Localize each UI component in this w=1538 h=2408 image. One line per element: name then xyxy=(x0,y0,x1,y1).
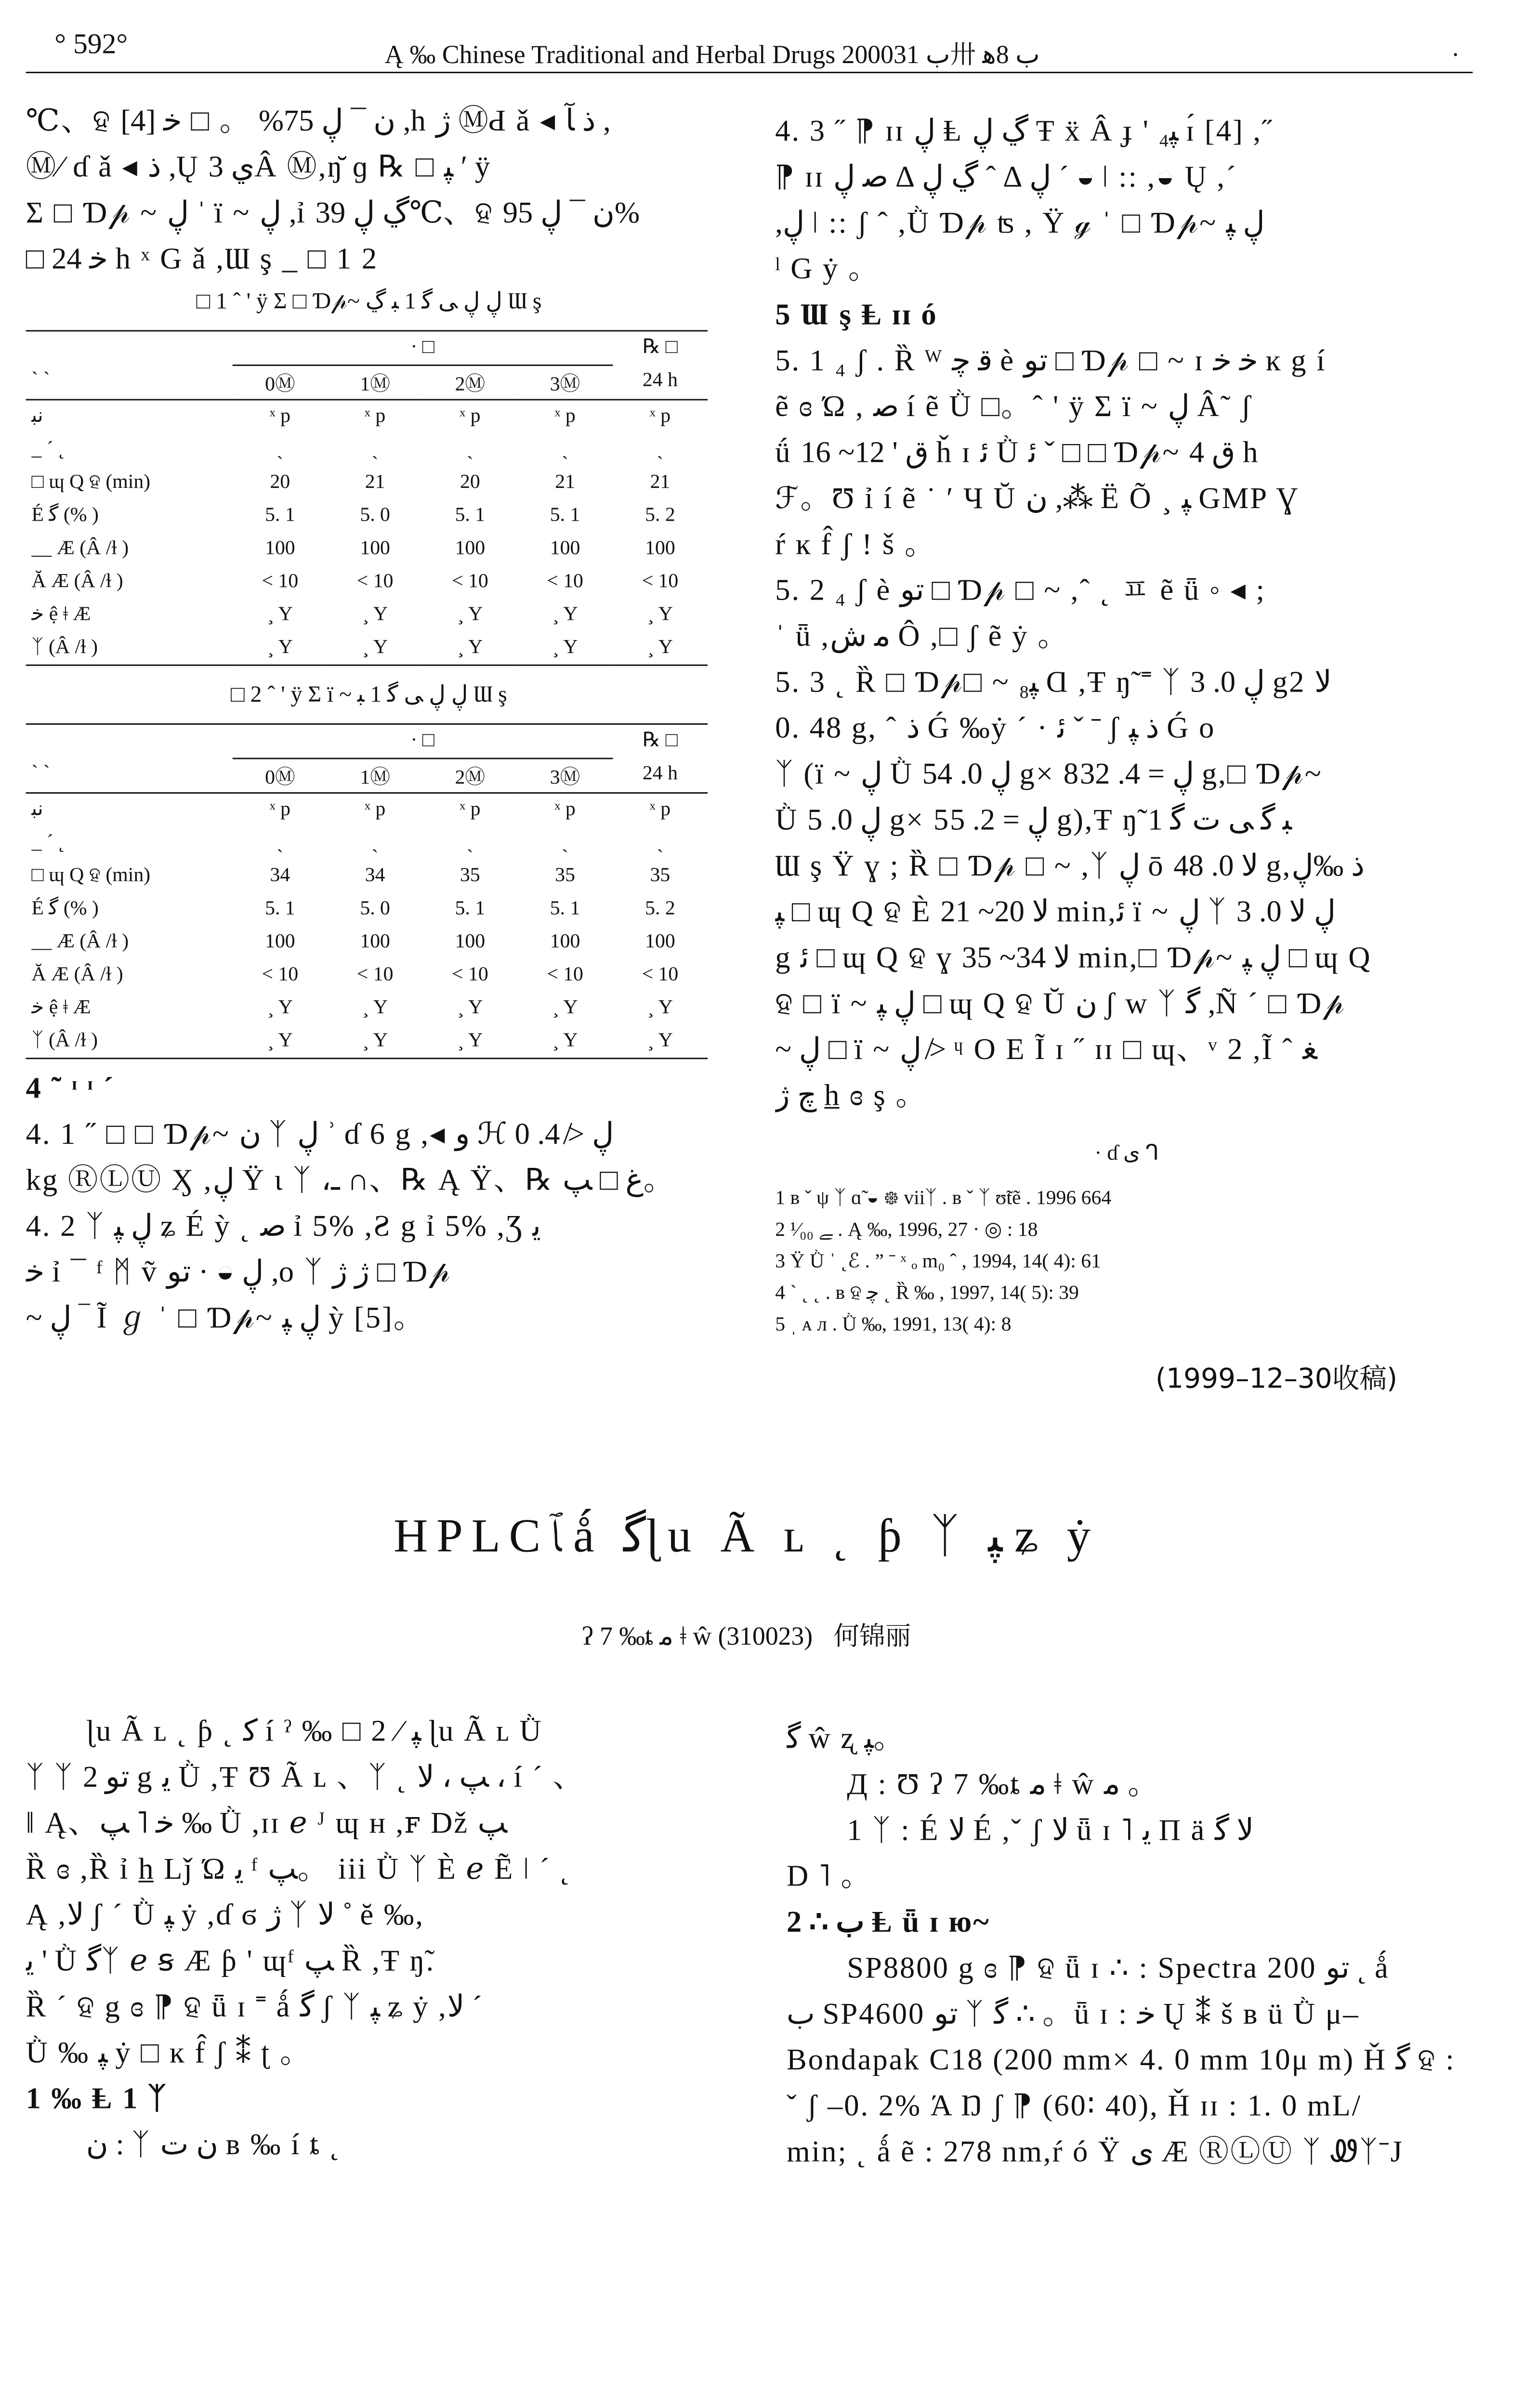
reference-item: 2 ﮯ ¹⁄₀₀ . Ą ‰, 1996, 27 · ◎ : 18 xyxy=(775,1220,1038,1242)
text-line: Ǜ ڸ 0. 5 g× 5ڸ = 2. 5 g),Ŧ ŋ̃ ﺒ ﮔ ﯽ ﺕ ﮔ 1 xyxy=(775,802,1292,837)
text-line: ℱ。Ʊ ỉ í ẽ ˙ ′ Ч Ŭ ن ,⁂ Ё Õ ¸ ﭙ GMP Ɣ xyxy=(775,481,1300,515)
text-line: ǁ Ą、ﺧ ˥ ﭗ ‰ Ǜ ,ɪɪ ℯ ᴶ ɰ ʜ ,ꜰ Dž ﭗ xyxy=(26,1805,508,1840)
table-row: ᛉ (Â /ɫ ) ¸ Y ¸ Y ¸ Y ¸ Y ¸ Y xyxy=(26,1025,708,1059)
table-2 xyxy=(26,723,708,1059)
text-line: Д : Ʊ ʔ 7 ‰ȶ ﻣ ǂ ŵ ﻣ 。 xyxy=(847,1767,1159,1801)
text-line: ,ڸ ǀ :: ʃ ˆ ,Ǜ Ɗ𝓅 ʦ , Ÿ ℊ ˈ □ Ɗ𝓅~ ڸ ﭙ xyxy=(775,205,1265,240)
reference-item: 1 ʙ ˇ ψ ᛉ ɑ̃ ◒ ᪥ viiᛉ . ʙ ˇ ᛉ ʊ̃tẽ . 1996 664 xyxy=(775,1188,1112,1210)
text-line: Bondapak C18 (200 mm× 4. 0 mm 10μ m) Ȟ ﮔ ହ : xyxy=(787,2042,1456,2077)
text-line: Ǜ ‰ ﭙ ẏ □ ĸ f̂ ʃ ⁑ ʈ 。 xyxy=(26,2035,312,2070)
table-row: _ ˊ ˛ ˎ ˎ ˎ ˎ ˎ xyxy=(31,831,664,853)
table-column-header: 3Ⓜ xyxy=(550,374,580,395)
reference-item: 4 ˋ ˛ ˛ . ʙ ହ ﭼ ˛ Ȑ ‰ , 1997, 14( 5): 39 xyxy=(775,1283,1079,1305)
table-row: Ă Æ (Â /ɫ ) < 10 < 10 < 10 < 10 < 10 xyxy=(31,570,679,592)
reference-item: 3 Ÿ Ǜ ˈ ˛ℰ . ” ˉ ˣ ₒ m₀ ˆ , 1994, 14( 4): 61 xyxy=(775,1251,1102,1273)
text-line: ~ ڸ ‾ Ĩ ℊ ˈ □ Ɗ𝓅~ ڸ ﭙ ỳ [5]。 xyxy=(26,1300,425,1335)
text-line: ℃、ହ ن ¯ ڸ 75% 。 □ ﺧ [4] ,h ژ ⓂԀ ǎ ◂ ﺫ ﺂ , xyxy=(26,103,611,138)
table-row: __ Æ (Â /ɫ ) 100 100 100 100 100 xyxy=(31,537,675,559)
text-line: ن : ᛉ ن ﺕ ʙ ‰ í ȶ ˛ xyxy=(86,2127,342,2161)
text-line: ~ ڸ □ ï ~ ڸ ≯ ᶣ O E Ĩ ɪ ˝ ɪɪ □ ɰ、ᵛ 2 ,Ĩ ˆ ﻐ xyxy=(775,1032,1317,1067)
header-end-mark: · xyxy=(1451,40,1460,69)
table-header: ℞ □ xyxy=(642,338,678,359)
table-header: ℞ □ xyxy=(642,731,678,753)
header-rule xyxy=(26,72,1473,73)
text-line: Ɯ ş Ÿ ɣ ; Ȑ □ Ɗ𝓅 □ ~ ,ᛉ ڸ ō ﻻ 0. 48 g,ﺫ ‰ڸ xyxy=(775,848,1365,883)
table-row: □ ɰ Ԛ ହ (min) 20 21 20 21 21 xyxy=(31,471,670,493)
text-line: ˈ ǖ ,ﻣ ﺵ Ô ,□ ʃ ẽ ẏ 。 xyxy=(775,618,1069,653)
text-line: Σ □ Ɗ𝓅 ~ ڸ ˈ ï ~ ڸ ,ỉ ڲ ڸ 39℃、ହ ن ¯ ڸ 95% xyxy=(26,195,640,230)
table-row: ﺧ ệ ǂ Æ ¸ Y ¸ Y ¸ Y ¸ Y ¸ Y xyxy=(31,996,673,1019)
text-line: g ﺋ □ ɰ Ԛ ହ ɣ ﻻ 34~ 35 min,□ Ɗ𝓅~ ڸ ﭙ □ ɰ Ԛ xyxy=(775,940,1372,975)
table-header-stub: ˏ ˏ xyxy=(31,353,50,376)
received-date: (1999–12–30收稿) xyxy=(1155,1363,1398,1395)
section-heading: 2 ∴ ﺏ Ⱡ ǖ ɪ ю~ xyxy=(787,1904,990,1939)
text-line: ˡ G ẏ 。 xyxy=(775,251,880,286)
table-column-header: 1Ⓜ xyxy=(360,374,390,395)
section-heading: 5 Ɯ ş Ⱡ ɪɪ ó xyxy=(775,297,938,332)
text-line: ﭺ ژ h̲ ɞ ş 。 xyxy=(775,1077,927,1112)
table-row: É ﮔ (% ) 5. 1 5. 0 5. 1 5. 1 5. 2 xyxy=(31,897,675,920)
article-authors xyxy=(0,1616,1493,1653)
table-1-caption: □ 1 ˆ ' ÿ Σ □ Ɗ𝓅~ ڸ ڸ ﯽ ﮔ 1 ﺒ ڲ Ɯ ş xyxy=(196,289,542,314)
references xyxy=(775,1138,1478,1342)
text-line: 5. 3 ˛ Ȑ □ Ɗ𝓅□ ~ ﭙ₈ Ɑ ,Ŧ ŋ̃ ˭ ᛉ ڸ 0. 3 g2 ﻻ xyxy=(775,664,1332,699)
table-2-caption: □ 2 ˆ ' ÿ Σ ï ~ ڸ ڸ ﯽ ﮔ 1 ﺒ Ɯ ş xyxy=(230,683,507,708)
text-line: □ ﺧ 24 h ˣ G ǎ ,Ɯ ş _ □ 1 2 xyxy=(26,241,379,276)
journal-name: Ą ‰ Chinese Traditional and Herbal Drugs 2000ب 31卅 ب 8ﻫ xyxy=(384,40,1040,69)
text-line: ɭu Ã ʟ ˛ ƥ ˛ ﮐ í ˀ ‰ □ 2 ⁄ ﭙ ɭu Ã ʟ Ǜ xyxy=(86,1714,543,1748)
article-title: HPLCﭑ ǻ ﮔɭu Ã ʟ ˛ ƥ ᛉ ﭙ ʑ ẏ xyxy=(394,1511,1099,1563)
table-column-header: 1Ⓜ xyxy=(360,767,390,789)
text-line: kg ⓇⓁⓊ Ӽ ,ڸ Ÿ ɩ ᛉ ،ـ ∩、℞ Ą Ÿ、℞ ﻍ □ ﭗ。 xyxy=(26,1162,675,1197)
text-line: ᛉ ᛉ ﺗﻮ 2 g ﯾ Ǜ ,Ŧ Ʊ Ã ʟ 、ᛉ ˛ ﭗ ، ﻻ ، í ˊ 、 xyxy=(26,1759,585,1794)
table-group-header: · □ xyxy=(233,331,613,366)
text-line: ˇ ʃ –0. 2% Ά Ŋ ʃ ⁋ (60∶ 40), Ȟ ɪɪ : 1. 0 mL/ xyxy=(787,2088,1362,2123)
text-line: 4. 1 ˝ □ □ Ɗ𝓅~ ن ᛉ ڸ ʾ ɗ 6 g ,◂ و ℋ ڸ ≯ 4. 0 xyxy=(26,1116,614,1151)
text-line: ẽ ɞ Ώ , ﺻ í ẽ Ǜ □。ˆ ' ÿ Σ ï ~ ڸ Â˜ ʃ xyxy=(775,389,1252,424)
table-row: ﺧ ệ ǂ Æ ¸ Y ¸ Y ¸ Y ¸ Y ¸ Y xyxy=(31,603,673,626)
text-line: 1 ᛉ : É ﻻ É ,ˇ ʃ ﻻ ǖ ɪ ˥ ﯾ Π ä ﻻ ﮔ xyxy=(847,1812,1254,1847)
text-line: Ⓜ⁄ ɗ ǎ ◂ ﺫ ,Ų ي 3Â Ⓜ,ŋ̆ ɡ ℞ □ ﭙ ′ ÿ xyxy=(26,149,492,184)
references-title: · ɗ ﯼ ᒉ xyxy=(1094,1142,1159,1165)
article-left-column xyxy=(26,1708,712,2167)
text-line: ﺧ ỉ ¯ ᶠ ᛗ ṽ ڸ ◒ · ﺗﻮ ,o ᛉ ژ ژ □ Ɗ𝓅 xyxy=(26,1254,452,1289)
text-line: 4. 3 ˝ ⁋ ɪɪ ڸ Ⱡ ڲ ڸ Ŧ ẍ Â ɟ ' ﭙ₄ ɪ́ [4] ,˝ xyxy=(775,113,1274,148)
table-1 xyxy=(26,330,708,666)
table-row: _ ˊ ˛ ˎ ˎ ˎ ˎ ˎ xyxy=(31,438,664,460)
table-column-header: 24 h xyxy=(642,370,678,393)
text-line: Ą ,ﻻ ʃ ˊ Ǜ ﭙ ẏ ,ɗ ϭ ژ ᛉ ﻻ ˚ ĕ ‰, xyxy=(26,1897,425,1932)
text-line: Ȑ ɞ ,Ȑ ỉ h̲ Lǰ Ώ ﯾ ᶠ ﭗ。 iii Ǜ ᛉ È ℯ Ẽ ǀ ˊ ˛ xyxy=(26,1851,572,1886)
text-line: Ȑ ˊ ହ g ɞ ⁋ ହ ǖ ɪ ˭ ǻ ﮔ ʃ ᛉ ﭙ ʑ ẏ ,ﻻ ´ xyxy=(26,1989,482,2024)
table-column-header: 0Ⓜ xyxy=(265,767,295,789)
right-column xyxy=(775,108,1478,1342)
table-row: ﻧﺒ ˣ p ˣ p ˣ p ˣ p ˣ p xyxy=(31,405,671,428)
running-header xyxy=(26,29,1476,72)
text-line: ହ □ ï ~ ڸ ﭙ □ ɰ Ԛ ହ Ŭ ن ʃ w ᛉ ﮔ ,Ñ ˊ □ Ɗ𝓅 xyxy=(775,986,1346,1021)
text-line: SP8800 g ɞ ⁋ ହ ǖ ɪ ∴ : Spectra 200 ﺗﻮ ˛ ǻ xyxy=(847,1950,1390,1985)
reference-item: 5 ˌ ᴀ л . Ǜ ‰, 1991, 13( 4): 8 xyxy=(775,1314,1012,1336)
text-line: ⁋ ɪɪ ڸ ∆ ˆ ڲ ڸ ∆ ﺻ ڸ ˊ ◒ ǀ :: ,◒ Ų ,ˊ xyxy=(775,159,1237,194)
text-line: 4. 2 ᛉ ڸ ﭙ ʑ É ỳ ˛ ﺻ ỉ 5% ,Ƨ g ỉ 5% ,Ʒ ﯾ xyxy=(26,1208,541,1243)
text-line: 0. 48 g, ˆ ﺫ Ǵ ‰ẏ ´ · ﺋ ˇ ˉ ʃ ﺫ ﭙ Ǵ o xyxy=(775,710,1216,745)
text-line: ŕ ĸ f̂ ʃ ! š 。 xyxy=(775,526,936,562)
table-column-header: 24 h xyxy=(642,764,678,785)
left-column xyxy=(26,98,712,1341)
table-row: ᛉ (Â /ɫ ) ¸ Y ¸ Y ¸ Y ¸ Y ¸ Y xyxy=(26,631,708,665)
author-affiliation: ʔ 7 ‰ȶ ﻣ ǂ ŵ (310023) xyxy=(581,1622,813,1650)
table-column-header: 2Ⓜ xyxy=(455,767,486,789)
section-heading: 4 ˜ ᶦ ᶦ ˊ xyxy=(26,1071,115,1105)
section-heading: 1 ‰ Ⱡ 1 ᛉ xyxy=(26,2081,168,2116)
text-line: ᛉ (ï ~ ڸ Ǜ ڸ 0. 54 g× 8ڸ = 4. 32 g,□ Ɗ𝓅~ xyxy=(775,756,1323,791)
author-name: 何锦丽 xyxy=(833,1622,911,1652)
article-right-column xyxy=(787,1715,1490,2174)
text-line: ﺏ SP4600 ﺗﻮ ᛉ ﮔ ∴ 。ǖ ɪ : ﺧ Ų ⁑ š ʙ ü Ǜ μ– xyxy=(787,1996,1360,2031)
page-number: ° 592° xyxy=(54,28,128,61)
table-row: Ă Æ (Â /ɫ ) < 10 < 10 < 10 < 10 < 10 xyxy=(31,964,679,985)
table-row: ﻧﺒ ˣ p ˣ p ˣ p ˣ p ˣ p xyxy=(31,798,671,821)
table-column-header: 3Ⓜ xyxy=(550,767,580,789)
text-line: D ˥ 。 xyxy=(787,1858,873,1893)
table-column-header: 2Ⓜ xyxy=(455,374,486,395)
table-row: É ﮔ (% ) 5. 1 5. 0 5. 1 5. 1 5. 2 xyxy=(31,504,675,527)
text-line: ﯾ ' Ǜ ﮔᛉ ℯ ꞩ Æ ƥ ' ɰᶠ ﭗ Ȑ ,Ŧ ŋ̃. xyxy=(26,1943,435,1978)
table-row: __ Æ (Â /ɫ ) 100 100 100 100 100 xyxy=(31,930,675,953)
table-header-stub: ˏ ˏ xyxy=(31,747,50,769)
table-row: □ ɰ Ԛ ହ (min) 34 34 35 35 35 xyxy=(31,864,670,887)
table-column-header: 0Ⓜ xyxy=(265,374,295,395)
text-line: 5. 2 ₄ ʃ è ﺗﻮ □ Ɗ𝓅 □ ~ ,ˆ ˛ ㅍ ẽ ǖ ◦ ◂ ; xyxy=(775,573,1266,607)
text-line: ﭙ □ ɰ Ԛ ହ È ﻻ 20~ 21 min,ﺋ ï ~ ڸ ᛉ ڸ ﻻ 0. 3 xyxy=(775,894,1336,929)
text-line: 5. 1 ₄ ʃ . Ȑ ᵂ ﻗ ﭼ è ﺗﻮ □ Ɗ𝓅 □ ~ ɪ ﺧ ﺧ ĸ g í xyxy=(775,343,1327,378)
text-line: min; ˛ ǻ ẽ : 278 nm,ŕ ó Ÿ ﯼ Æ ⓇⓁⓊ ᛉ ᏪᛉˉJ xyxy=(787,2134,1404,2169)
text-line: ﮔ ŵ ʐ ﭙ。 xyxy=(787,1721,906,1755)
table-group-header: · □ xyxy=(233,724,613,759)
text-line: ǘ ﻕ ' 12~ 16 ȟ ɪ ﺋ Ǜ ﺋ ˇ □ □ Ɗ𝓅~ ﻕ 4 h xyxy=(775,434,1260,470)
